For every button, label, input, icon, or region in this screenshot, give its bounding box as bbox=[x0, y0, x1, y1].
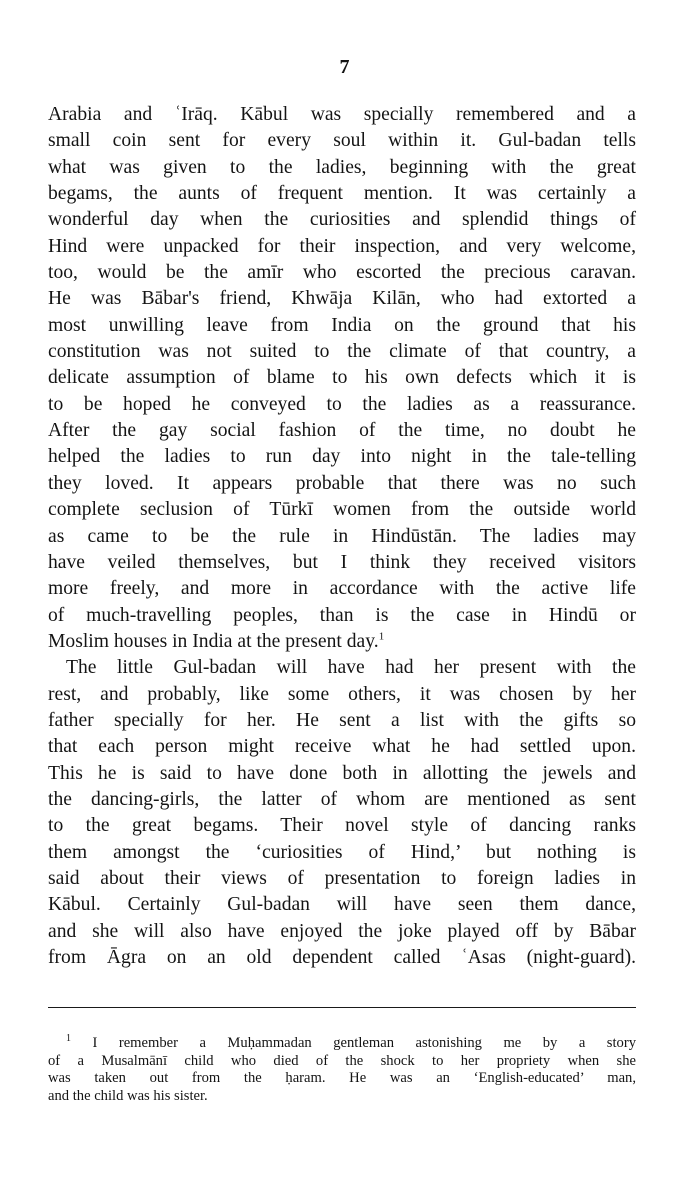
text-line: as came to be the rule in Hindūstān. The ladies may bbox=[48, 525, 636, 547]
text-line: the dancing-girls, the latter of whom are mentioned as sent bbox=[48, 788, 636, 810]
footnote-text: I remember a Muḥammadan gentleman astonishing me by a story bbox=[92, 1035, 636, 1051]
text-line: to the great begams. Their novel style of dancing ranks bbox=[48, 815, 636, 837]
text-line: complete seclusion of Tūrkī women from the outside world bbox=[48, 499, 636, 521]
footnote-reference[interactable]: 1 bbox=[378, 630, 385, 643]
footnote-line: was taken out from the ḥaram. He was an ‘English-educated’ man, bbox=[48, 1070, 636, 1087]
text-line: rest, and probably, like some others, it was chosen by her bbox=[48, 683, 636, 705]
text-line: most unwilling leave from India on the ground that his bbox=[48, 314, 636, 336]
text-line: what was given to the ladies, beginning with the great bbox=[48, 156, 636, 178]
text-line: Hind were unpacked for their inspection, and very welcome, bbox=[48, 235, 636, 257]
text-line: After the gay social fashion of the time, no doubt he bbox=[48, 420, 636, 442]
page-number: 7 bbox=[339, 56, 350, 78]
text-line: He was Bābar's friend, Khwāja Kilān, who had extorted a bbox=[48, 288, 636, 310]
text-line: said about their views of presentation to foreign ladies in bbox=[48, 867, 636, 889]
footnote-divider bbox=[48, 1007, 636, 1008]
text-line: too, would be the amīr who escorted the precious caravan. bbox=[48, 262, 636, 284]
text-line: have veiled themselves, but I think they received visitors bbox=[48, 551, 636, 573]
text-line: Arabia and ʿIrāq. Kābul was specially remembered and a bbox=[48, 104, 636, 125]
text-line: them amongst the ‘curiosities of Hind,’ but nothing is bbox=[48, 841, 636, 863]
text-line: Kābul. Certainly Gul-badan will have seen them dance, bbox=[48, 894, 636, 916]
text-line: Moslim houses in India at the present day. bbox=[48, 630, 379, 652]
footnote-line bbox=[48, 1035, 636, 1053]
text-line: from Āgra on an old dependent called ʿAsas (night-guard). bbox=[48, 947, 636, 968]
footnote-line: of a Musalmānī child who died of the shock to her propriety when she bbox=[48, 1052, 636, 1069]
text-line: small coin sent for every soul within it. Gul-badan tells bbox=[48, 130, 636, 152]
text-line: and she will also have enjoyed the joke played off by Bābar bbox=[48, 920, 636, 942]
footnote-1 bbox=[48, 1035, 636, 1105]
paragraph-2 bbox=[48, 655, 636, 971]
text-line: The little Gul-badan will have had her present with the bbox=[66, 657, 636, 679]
text-line: that each person might receive what he had settled upon. bbox=[48, 736, 636, 758]
text-line: father specially for her. He sent a list with the gifts so bbox=[48, 709, 636, 731]
text-line: This he is said to have done both in allotting the jewels and bbox=[48, 762, 636, 784]
text-line-last bbox=[48, 629, 636, 655]
text-line: of much-travelling peoples, than is the case in Hindū or bbox=[48, 604, 636, 626]
footnote-mark: 1 bbox=[66, 1033, 71, 1045]
text-line: more freely, and more in accordance with the active life bbox=[48, 578, 636, 600]
text-line: delicate assumption of blame to his own defects which it is bbox=[48, 367, 636, 389]
footnote-line: and the child was his sister. bbox=[48, 1087, 208, 1104]
footnotes bbox=[48, 1035, 636, 1105]
text-line: they loved. It appears probable that there was no such bbox=[48, 472, 636, 494]
body-text bbox=[48, 102, 636, 971]
paragraph-1 bbox=[48, 102, 636, 655]
text-line: begams, the aunts of frequent mention. It was certainly a bbox=[48, 183, 636, 205]
text-line: wonderful day when the curiosities and splendid things of bbox=[48, 209, 636, 231]
text-line: helped the ladies to run day into night in the tale-telling bbox=[48, 446, 636, 468]
text-line: to be hoped he conveyed to the ladies as a reassurance. bbox=[48, 393, 636, 415]
text-line: constitution was not suited to the climate of that country, a bbox=[48, 341, 636, 363]
